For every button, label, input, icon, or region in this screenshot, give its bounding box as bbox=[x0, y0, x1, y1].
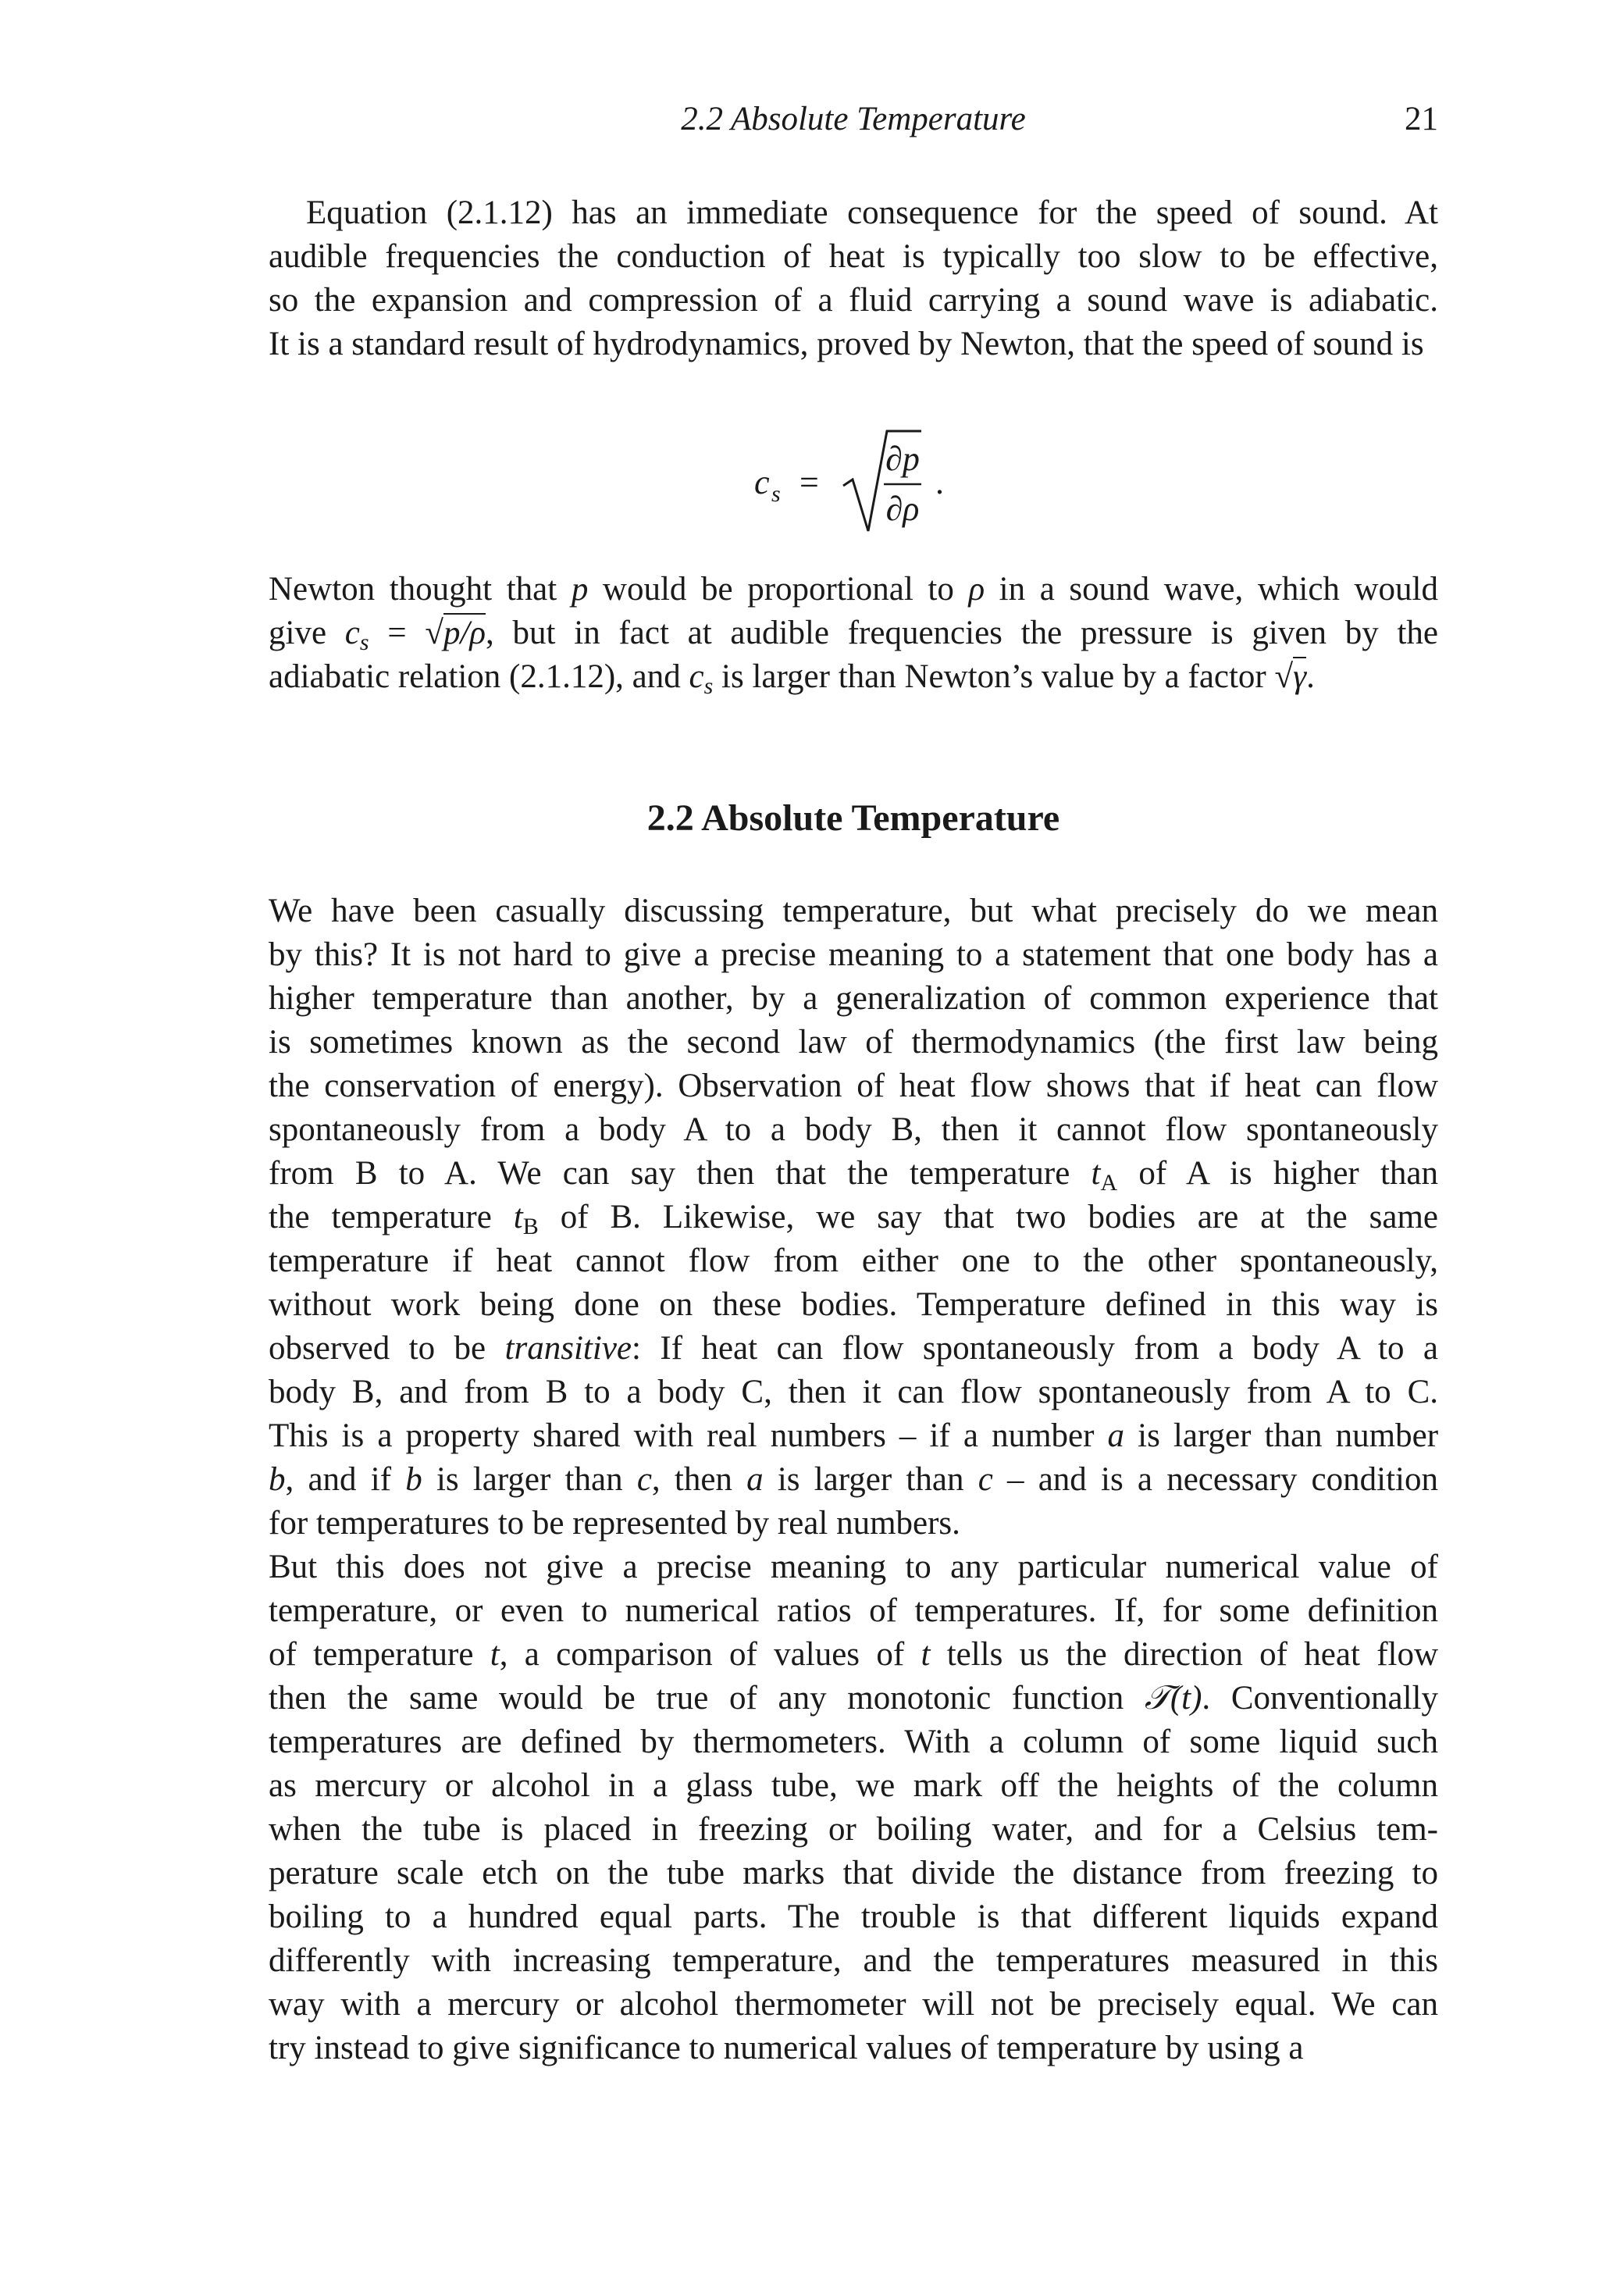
text-line: without work being done on these bodies. Temperature defined in this way is bbox=[269, 1286, 1438, 1323]
page-number: 21 bbox=[1405, 101, 1438, 137]
text-line: Equation (2.1.12) has an immediate consequence for the speed of sound. At bbox=[306, 194, 1438, 231]
text-line: It is a standard result of hydrodynamics, proved by Newton, that the speed of bbox=[269, 326, 1305, 362]
eq-period: . bbox=[935, 463, 944, 501]
eq-denominator: ∂ρ bbox=[885, 490, 920, 528]
text-line: temperature if heat cannot flow from either one to the other spontaneously, bbox=[269, 1242, 1438, 1279]
text-line: when the tube is placed in freezing or boiling water, and for a Celsius tem- bbox=[269, 1811, 1438, 1848]
text-line: temperature, or even to numerical ratios of temperatures. If, for some definition bbox=[269, 1592, 1438, 1629]
eq-equals: = bbox=[800, 463, 819, 501]
running-title: 2.2 Absolute Temperature bbox=[681, 101, 1026, 137]
text-line: sound is bbox=[1312, 326, 1424, 362]
sqrt-radical: √ bbox=[1274, 658, 1294, 695]
text-line: from B to A. We can say then that the temperature $t_A$ of A is higher than bbox=[269, 1155, 1438, 1196]
sqrt-radical: √ bbox=[425, 615, 443, 651]
text-line: observed to be transitive: If heat can flow spontaneously from a body A to a bbox=[269, 1330, 1438, 1367]
text-line: But this does not give a precise meaning to any particular numerical value of bbox=[269, 1549, 1438, 1585]
text-line: This is a property shared with real numbers – if a number a is larger than number bbox=[269, 1417, 1439, 1454]
paragraph-numerical-temperature bbox=[269, 1546, 1438, 2070]
sqrt-gamma: γ bbox=[1293, 658, 1307, 695]
sqrt-argument: p/ρ bbox=[443, 615, 486, 651]
text-line: as mercury or alcohol in a glass tube, we mark off the heights of the column bbox=[269, 1767, 1438, 1804]
display-equation bbox=[269, 422, 1438, 539]
eq-numerator: ∂p bbox=[885, 440, 920, 478]
text-line: body B, and from B to a body C, then it can flow spontaneously from A to C. bbox=[269, 1374, 1438, 1410]
text-line: adiabatic relation (2.1.12), and $c_s$ is larger than Newton’s value by a factor √γ. bbox=[269, 658, 1315, 699]
text-line: higher temperature than another, by a generalization of common experience that bbox=[269, 980, 1438, 1017]
text-line: perature scale etch on the tube marks that divide the distance from freezing to bbox=[269, 1855, 1438, 1891]
text-line: is sometimes known as the second law of thermodynamics (the first law being bbox=[269, 1024, 1438, 1061]
text-line: by this? It is not hard to give a precise meaning to a statement that one body has a bbox=[269, 936, 1438, 973]
text-line: boiling to a hundred equal parts. The trouble is that different liquids expand bbox=[269, 1898, 1438, 1935]
text-line: Newton thought that p would be proportional to ρ in a sound wave, which would bbox=[269, 571, 1439, 608]
eq-lhs: c bbox=[754, 463, 770, 501]
paragraph-newton bbox=[269, 568, 1438, 699]
text-line: temperatures are defined by thermometers. With a column of some liquid such bbox=[269, 1724, 1438, 1760]
text-line: of temperature t, a comparison of values of t tells us the direction of heat flow bbox=[269, 1636, 1439, 1673]
text-line: for temperatures to be represented by real numbers. bbox=[269, 1505, 960, 1542]
text-line: then the same would be true of any monotonic function 𝒯(t). Conventionally bbox=[269, 1680, 1439, 1717]
text-line: b, and if b is larger than c, then a is larger than c – and is a necessary condition bbox=[269, 1461, 1438, 1498]
eq-lhs-subscript: s bbox=[771, 481, 781, 507]
text-line: give $c_s = √p/\rho$, but in fact at audible frequencies the pressure is given by the bbox=[269, 615, 1438, 655]
section-heading: 2.2 Absolute Temperature bbox=[646, 797, 1060, 839]
text-line: the temperature $t_B$ of B. Likewise, we say that two bodies are at the same bbox=[269, 1199, 1438, 1239]
emphasis-transitive: transitive bbox=[504, 1330, 632, 1367]
text-line: so the expansion and compression of a fluid carrying a sound wave is adiabatic. bbox=[269, 282, 1438, 319]
text-line: try instead to give significance to numerical values of temperature by using a bbox=[269, 2030, 1304, 2066]
text-line: differently with increasing temperature, and the temperatures measured in this bbox=[269, 1942, 1438, 1979]
text-line: way with a mercury or alcohol thermometer will not be precisely equal. We can bbox=[269, 1986, 1438, 2023]
text-line: audible frequencies the conduction of heat is typically too slow to be effective, bbox=[269, 238, 1438, 275]
running-header bbox=[269, 100, 1438, 147]
paragraph-temperature-order bbox=[269, 890, 1438, 1546]
text-line: We have been casually discussing temperature, but what precisely do we mean bbox=[269, 893, 1438, 929]
text-line: spontaneously from a body A to a body B, then it cannot flow spontaneously bbox=[269, 1111, 1438, 1148]
paragraph-speed-of-sound bbox=[269, 191, 1438, 366]
text-line: the conservation of energy). Observation of heat flow shows that if heat can flow bbox=[269, 1068, 1438, 1104]
